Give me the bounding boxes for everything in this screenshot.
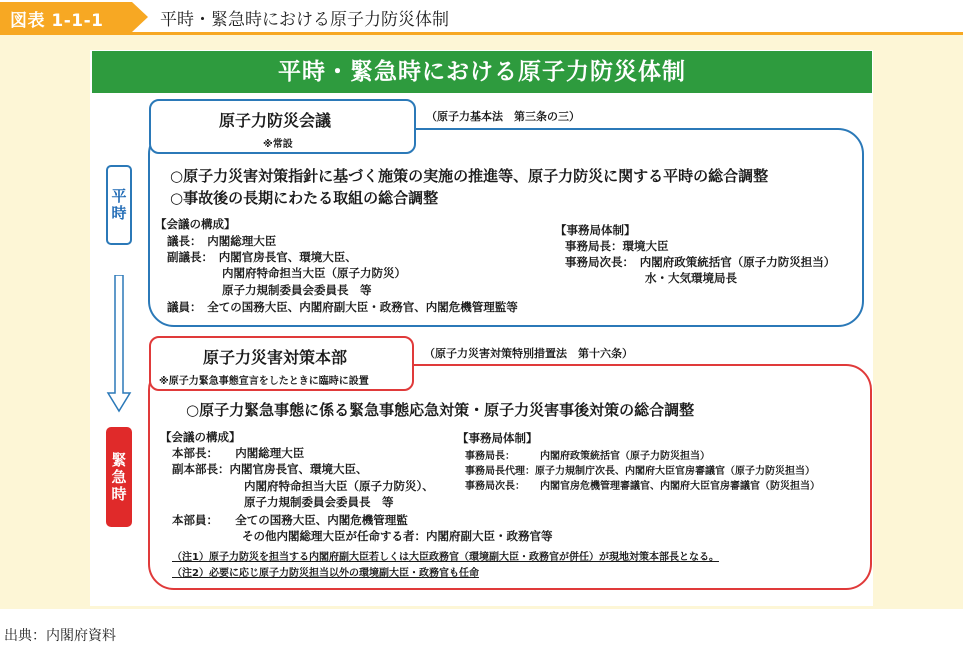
kinkyu-composition-heading: 【会議の構成】 — [160, 430, 241, 444]
heiji-secretariat-line: 水・大気環境局長 — [645, 271, 737, 285]
heiji-composition-line: 副議長： 内閣官房長官、環境大臣、 — [167, 250, 357, 264]
kinkyu-law: （原子力災害対策特別措置法 第十六条） — [424, 347, 633, 360]
kinkyu-secretariat-line: 事務局次長： 内閣官房危機管理審議官、内閣府大臣官房審議官（防災担当） — [465, 481, 820, 492]
heiji-composition-heading: 【会議の構成】 — [155, 217, 236, 231]
diagram-banner: 平時・緊急時における原子力防災体制 — [92, 51, 872, 93]
heiji-side-label: 平時 — [106, 165, 132, 245]
kinkyu-note: （注2）必要に応じ原子力防災担当以外の環境副大臣・政務官も任命 — [172, 568, 479, 579]
kinkyu-secretariat-line: 事務局長代理：原子力規制庁次長、内閣府大臣官房審議官（原子力防災担当） — [465, 466, 815, 477]
kinkyu-composition-line: 原子力規制委員会委員長 等 — [244, 495, 394, 509]
heiji-bullet-2: ○事故後の長期にわたる取組の総合調整 — [170, 189, 439, 207]
kinkyu-secretariat-line: 事務局長： 内閣府政策統括官（原子力防災担当） — [465, 451, 710, 462]
kinkyu-side-label: 緊急時 — [106, 427, 132, 527]
figure-number: 図表 1-1-1 — [10, 11, 104, 31]
kinkyu-composition-line: 副本部長：内閣官房長官、環境大臣、 — [172, 462, 368, 476]
heiji-secretariat-heading: 【事務局体制】 — [555, 223, 636, 237]
heiji-composition-line: 議長： 内閣総理大臣 — [167, 234, 277, 248]
heiji-law: （原子力基本法 第三条の三） — [426, 110, 580, 123]
heiji-bullet-1: ○原子力災害対策指針に基づく施策の実施の推進等、原子力防災に関する平時の総合調整 — [170, 167, 769, 185]
kinkyu-composition-line: 内閣府特命担当大臣（原子力防災）、 — [244, 479, 434, 493]
kinkyu-composition-line: 本部長： 内閣総理大臣 — [172, 446, 305, 460]
kinkyu-secretariat-heading: 【事務局体制】 — [457, 431, 538, 445]
heiji-composition-line: 内閣府特命担当大臣（原子力防災） — [222, 266, 406, 280]
council-title-box — [149, 99, 416, 154]
heiji-composition-line: 原子力規制委員会委員長 等 — [222, 283, 372, 297]
heiji-secretariat-line: 事務局次長： 内閣府政策統括官（原子力防災担当） — [565, 255, 836, 269]
figure-title: 平時・緊急時における原子力防災体制 — [160, 10, 449, 30]
hq-title-box — [149, 336, 414, 391]
kinkyu-composition-line: 本部員： 全ての国務大臣、内閣危機管理監 — [172, 513, 408, 527]
council-note: ※常設 — [263, 139, 293, 150]
heiji-secretariat-line: 事務局長：環境大臣 — [565, 239, 669, 253]
transition-arrow-icon — [106, 275, 132, 415]
hq-note: ※原子力緊急事態宣言をしたときに臨時に設置 — [159, 376, 369, 387]
council-title: 原子力防災会議 — [219, 111, 332, 130]
source-caption: 出典：内閣府資料 — [4, 628, 116, 644]
figure-header — [0, 0, 963, 34]
kinkyu-composition-line: その他内閣総理大臣が任命する者：内閣府副大臣・政務官等 — [242, 529, 553, 543]
kinkyu-bullet: ○原子力緊急事態に係る緊急事態応急対策・原子力災害事後対策の総合調整 — [186, 401, 695, 419]
heiji-composition-line: 議員： 全ての国務大臣、内閣府副大臣・政務官、内閣危機管理監等 — [167, 300, 518, 314]
kinkyu-note: （注1）原子力防災を担当する内閣府副大臣若しくは大臣政務官（環境副大臣・政務官が併任）が現地対策本部長となる。 — [172, 552, 719, 563]
figure-number-tag — [0, 2, 150, 32]
hq-title: 原子力災害対策本部 — [203, 348, 348, 367]
